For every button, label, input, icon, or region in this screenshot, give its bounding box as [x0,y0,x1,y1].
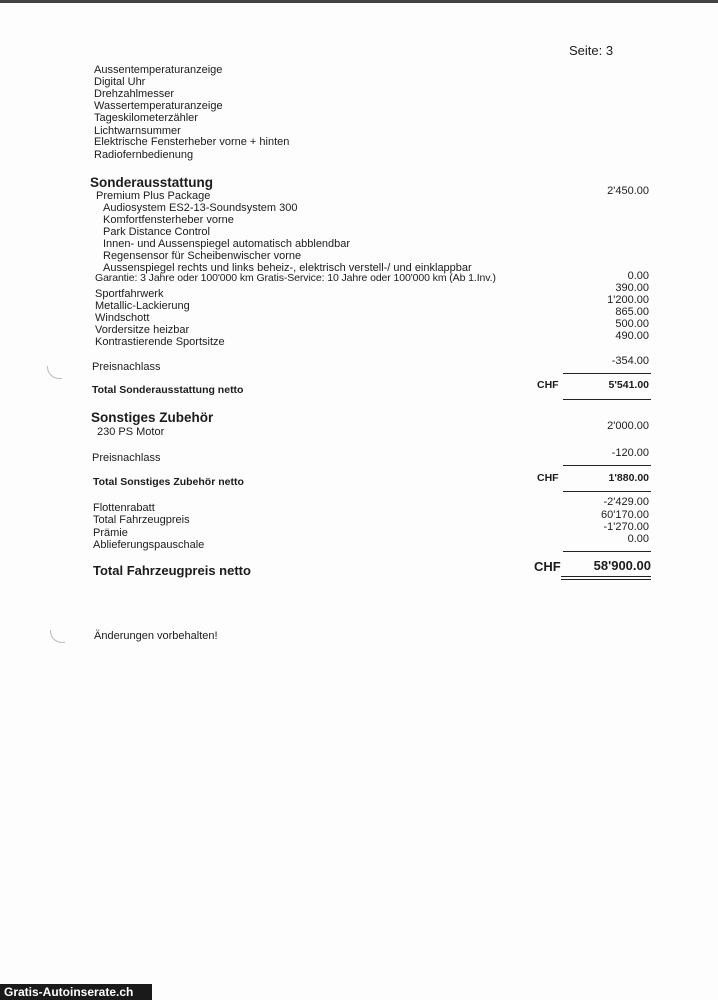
discount-value: -120.00 [611,447,649,459]
package-item: Park Distance Control [103,226,210,238]
grand-total-label: Total Fahrzeugpreis netto [93,563,251,578]
section-heading-sonderausstattung: Sonderausstattung [90,175,214,190]
standard-item: Wassertemperaturanzeige [94,100,223,112]
grand-total-value: 58'900.00 [593,558,651,573]
summary-value: -2'429.00 [603,496,649,508]
total-label: Total Sonstiges Zubehör netto [93,476,244,488]
summary-label: Prämie [93,527,128,539]
standard-item: Elektrische Fensterheber vorne + hinten [94,136,290,148]
total-rule [563,399,651,400]
summary-label: Flottenrabatt [93,502,155,514]
option-label: Vordersitze heizbar [95,324,190,336]
summary-value: 60'170.00 [601,509,649,521]
disclaimer-note: Änderungen vorbehalten! [94,630,218,642]
watermark-footer: Gratis-Autoinserate.ch [0,984,152,1000]
scan-edge [0,0,718,3]
grand-total-rule [561,579,651,580]
total-value: 5'541.00 [608,379,649,391]
standard-item: Lichtwarnsummer [94,125,181,137]
discount-value: -354.00 [611,355,649,367]
currency-label: CHF [537,472,559,484]
currency-label: CHF [537,379,559,391]
package-item: Innen- und Aussenspiegel automatisch abblendbar [103,238,351,250]
discount-label: Preisnachlass [92,452,161,464]
standard-item: Radiofernbedienung [94,149,194,161]
grand-total-currency: CHF [534,559,561,574]
option-price: 490.00 [615,330,649,342]
subtotal-rule [563,373,651,374]
summary-rule [563,551,651,552]
standard-item: Digital Uhr [94,76,146,88]
zubehoer-item: 230 PS Motor [97,426,165,438]
total-rule [563,491,651,492]
option-label: Metallic-Lackierung [95,300,190,312]
option-price: 865.00 [615,306,649,318]
total-label: Total Sonderausstattung netto [92,384,244,396]
package-price: 2'450.00 [607,185,649,197]
option-price: 390.00 [615,282,649,294]
package-name: Premium Plus Package [96,190,211,202]
option-label: Kontrastierende Sportsitze [95,336,225,348]
standard-item: Drehzahlmesser [94,88,175,100]
page-number: Seite: 3 [569,43,614,58]
summary-label: Ablieferungspauschale [93,539,205,551]
standard-item: Aussentemperaturanzeige [94,64,223,76]
punch-mark [50,630,65,643]
option-label: Windschott [95,312,150,324]
summary-value: -1'270.00 [603,521,649,533]
option-price: 1'200.00 [607,294,649,306]
grand-total-rule [561,576,651,577]
standard-item: Tageskilometerzähler [94,112,198,124]
total-value: 1'880.00 [608,472,649,484]
option-price: 0.00 [627,270,649,282]
summary-value: 0.00 [627,533,649,545]
package-item: Audiosystem ES2-13-Soundsystem 300 [103,202,298,214]
option-price: 500.00 [615,318,649,330]
summary-label: Total Fahrzeugpreis [93,514,190,526]
package-item: Komfortfensterheber vorne [103,214,234,226]
punch-mark [47,366,62,379]
package-item: Regensensor für Scheibenwischer vorne [103,250,302,262]
package-item: Aussenspiegel rechts und links beheiz-, elektrisch verstell-/ und einklappbar [103,262,472,274]
zubehoer-price: 2'000.00 [607,420,649,432]
option-label: Garantie: 3 Jahre oder 100'000 km Gratis-Service: 10 Jahre oder 100'000 km (Ab 1.Inv.) [95,272,496,284]
section-heading-zubehoer: Sonstiges Zubehör [91,410,214,425]
option-label: Sportfahrwerk [95,288,164,300]
subtotal-rule [563,465,651,466]
discount-label: Preisnachlass [92,361,161,373]
